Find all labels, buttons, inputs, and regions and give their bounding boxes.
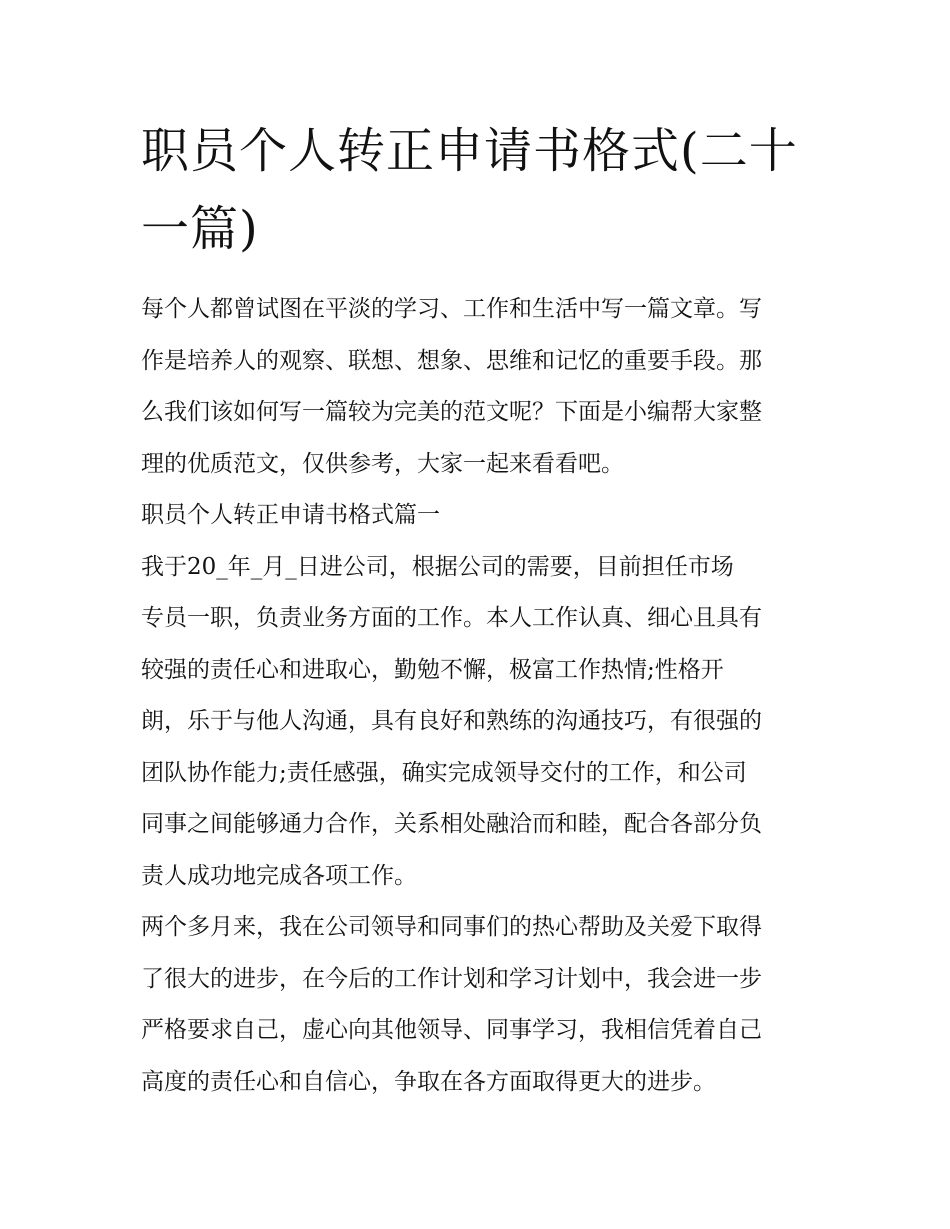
document-title: [141, 112, 813, 268]
text-line: 朗，乐于与他人沟通，具有良好和熟练的沟通技巧，有很强的: [141, 708, 762, 734]
text-line: 职员个人转正申请书格式篇一: [141, 502, 440, 528]
title-line: 职员个人转正申请书格式(二十: [141, 123, 798, 179]
text-line: 责人成功地完成各项工作。: [141, 862, 417, 889]
title-line: 一篇): [141, 201, 259, 257]
document-content: [141, 112, 813, 1108]
body-paragraph-1: [141, 542, 813, 903]
body-paragraph-2: [141, 902, 813, 1108]
text-line: 同事之间能够通力合作，关系相处融洽而和睦，配合各部分负: [141, 811, 762, 837]
section-heading: [141, 490, 813, 542]
text-line: 两个多月来，我在公司领导和同事们的热心帮助及关爱下取得: [141, 914, 762, 940]
text-line: 严格要求自己，虚心向其他领导、同事学习，我相信凭着自己: [141, 1017, 762, 1043]
text-line: 了很大的进步，在今后的工作计划和学习计划中，我会进一步: [141, 965, 762, 992]
text-line: 作是培养人的观察、联想、想象、思维和记忆的重要手段。那: [141, 347, 762, 374]
text-line: 么我们该如何写一篇较为完美的范文呢？下面是小编帮大家整: [141, 399, 762, 425]
text-line: 团队协作能力;责任感强，确实完成领导交付的工作，和公司: [141, 759, 747, 786]
text-line: 理的优质范文，仅供参考，大家一起来看看吧。: [141, 450, 624, 477]
text-line: 专员一职，负责业务方面的工作。本人工作认真、细心且具有: [141, 605, 762, 631]
intro-paragraph: [141, 284, 813, 490]
text-line: 我于20_年_月_日进公司，根据公司的需要，目前担任市场: [141, 553, 734, 580]
text-line: 每个人都曾试图在平淡的学习、工作和生活中写一篇文章。写: [141, 296, 762, 322]
text-line: 较强的责任心和进取心，勤勉不懈，极富工作热情;性格开: [141, 656, 724, 683]
text-line: 高度的责任心和自信心，争取在各方面取得更大的进步。: [141, 1068, 716, 1095]
